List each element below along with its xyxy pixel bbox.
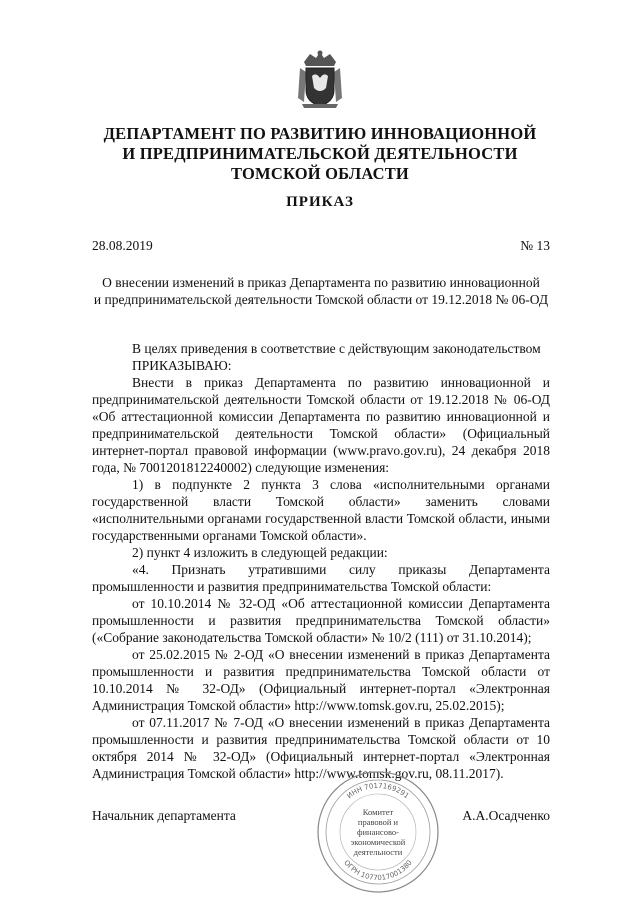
- stamp-bottom-arc: ОГРН 1077017001380: [342, 858, 414, 883]
- coat-of-arms-icon: [296, 48, 344, 110]
- department-name-line-3: ТОМСКОЙ ОБЛАСТИ: [231, 164, 409, 183]
- paragraph-item-2: 2) пункт 4 изложить в следующей редакции:: [132, 545, 388, 560]
- order-subject: [92, 274, 550, 308]
- stamp-line-3: финансово-: [357, 827, 399, 837]
- department-name-line-1: ДЕПАРТАМЕНТ ПО РАЗВИТИЮ ИННОВАЦИОННОЙ: [103, 124, 537, 143]
- signatory-name: А.А.Осадченко: [462, 808, 550, 823]
- official-stamp: [314, 768, 442, 896]
- paragraph-repeal-2: от 25.02.2015 № 2-ОД «О внесении изменений в приказ Департамента промышленности и развития предпринимательства Томской области от 10.10.2014 № 32-ОД» (Официальный интернет-портал «Электронная Администрация Томской области» http://www.tomsk.gov.ru, 25.02.2015);: [92, 647, 550, 713]
- order-number: № 13: [520, 238, 550, 253]
- subject-line-2: и предпринимательской деятельности Томской области от 19.12.2018 № 06-ОД: [93, 292, 549, 307]
- department-name: [80, 124, 560, 184]
- stamp-line-1: Комитет: [362, 807, 394, 817]
- stamp-line-5: деятельности: [353, 847, 403, 857]
- document-type: ПРИКАЗ: [286, 194, 354, 210]
- paragraph-repeal-1: от 10.10.2014 № 32-ОД «Об аттестационной комиссии Департамента промышленности и развития предпринимательства Томской области» («Собрание законодательства Томской области» № 10/2 (111) от 31.10.2014);: [92, 596, 550, 645]
- subject-line-1: О внесении изменений в приказ Департамента по развитию инновационной: [102, 275, 540, 290]
- department-name-line-2: И ПРЕДПРИНИМАТЕЛЬСКОЙ ДЕЯТЕЛЬНОСТИ: [122, 144, 518, 163]
- order-word: ПРИКАЗЫВАЮ:: [132, 358, 232, 373]
- order-date: 28.08.2019: [92, 238, 153, 253]
- stamp-line-2: правовой и: [357, 817, 399, 827]
- stamp-top-arc: ИНН 7017169291: [345, 781, 411, 801]
- paragraph-repeal-3: от 07.11.2017 № 7-ОД «О внесении изменений в приказ Департамента промышленности и развития предпринимательства Томской области от 10 октября 2014 № 32-ОД» (Официальный интернет-портал «Электронная Администрация Томской области» http://www.tomsk.gov.ru, 08.11.2017).: [92, 715, 550, 781]
- signatory-position: Начальник департамента: [92, 808, 236, 823]
- preamble: В целях приведения в соответствие с действующим законодательством: [132, 341, 541, 356]
- paragraph-item-1: 1) в подпункте 2 пункта 3 слова «исполнительными органами государственной власти Томской области» заменить словами «исполнительными органами государственной власти Томской области, иными государственными органами Томской области».: [92, 477, 550, 543]
- stamp-line-4: экономической: [350, 837, 406, 847]
- paragraph-point-4: «4. Признать утратившими силу приказы Департамента промышленности и развития предпринимательства Томской области:: [92, 562, 550, 594]
- paragraph-main: Внести в приказ Департамента по развитию инновационной и предпринимательской деятельности Томской области от 19.12.2018 № 06-ОД «Об аттестационной комиссии Департамента по развитию инновационной и предпринимательской деятельности Томской области» (Официальный интернет-портал правовой информации (www.pravo.gov.ru), 24 декабря 2018 года, № 7001201812240002) следующие изменения:: [92, 375, 550, 475]
- order-body: [92, 340, 550, 782]
